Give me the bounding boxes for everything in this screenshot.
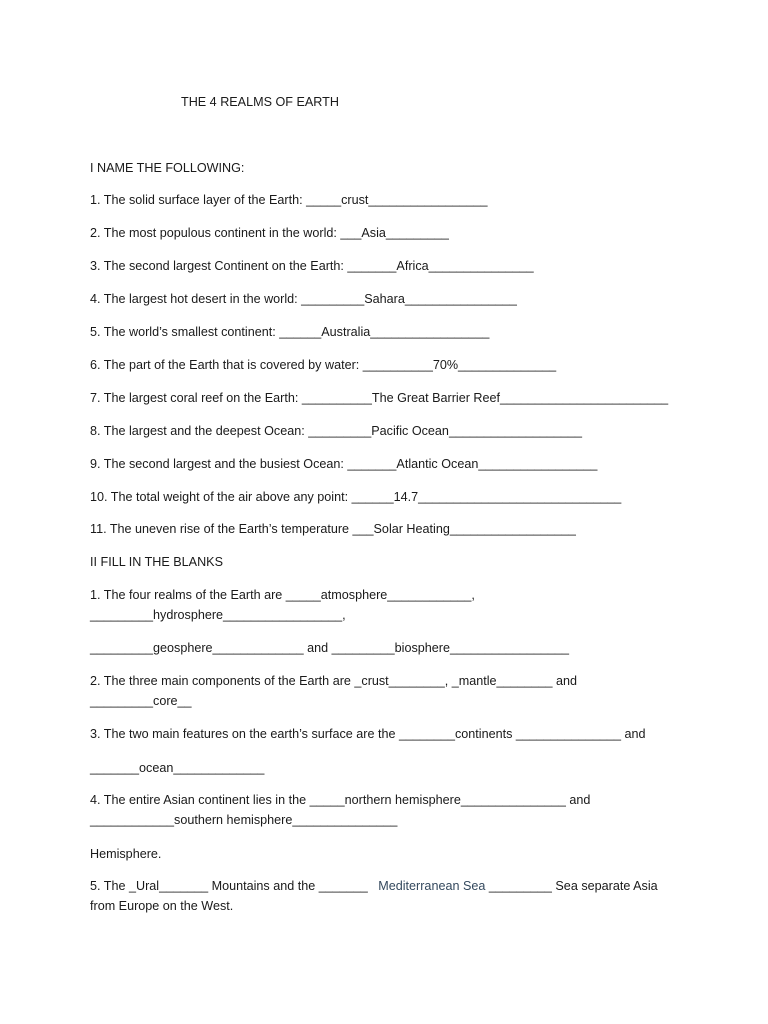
fill-q2-line2: _________core__ xyxy=(90,694,192,708)
question-6: 6. The part of the Earth that is covered by water: __________70%______________ xyxy=(90,358,557,372)
fill-q4-line3: Hemisphere. xyxy=(90,847,162,861)
page-title: THE 4 REALMS OF EARTH xyxy=(181,95,339,109)
fill-q1-line3: _________geosphere_____________ and _________biosphere_________________ xyxy=(90,641,570,655)
question-2: 2. The most populous continent in the world: ___Asia_________ xyxy=(90,226,449,240)
fill-q1-line1: 1. The four realms of the Earth are _____atmosphere____________, xyxy=(90,588,475,602)
question-5: 5. The world’s smallest continent: ______Australia_________________ xyxy=(90,325,490,339)
question-10: 10. The total weight of the air above any point: ______14.7_____________________________ xyxy=(90,490,622,504)
question-8: 8. The largest and the deepest Ocean: _________Pacific Ocean___________________ xyxy=(90,424,583,438)
fill-q5-line1 xyxy=(90,879,658,895)
fill-q3-line1: 3. The two main features on the earth’s surface are the ________continents _______________ and xyxy=(90,727,646,741)
question-4: 4. The largest hot desert in the world: _________Sahara________________ xyxy=(90,292,517,306)
fill-q5-part3: _________ Sea separate Asia xyxy=(488,879,658,893)
question-9: 9. The second largest and the busiest Ocean: _______Atlantic Ocean_________________ xyxy=(90,457,598,471)
question-7: 7. The largest coral reef on the Earth: __________The Great Barrier Reef________________________ xyxy=(90,391,669,405)
section-heading-fill-blanks: II FILL IN THE BLANKS xyxy=(90,555,223,569)
fill-q4-line2: ____________southern hemisphere_______________ xyxy=(90,813,398,827)
fill-q2-line1: 2. The three main components of the Earth are _crust________, _mantle________ and xyxy=(90,674,578,688)
fill-q5-answer: Mediterranean Sea xyxy=(378,879,486,893)
question-3: 3. The second largest Continent on the Earth: _______Africa_______________ xyxy=(90,259,534,273)
section-heading-name-following: I NAME THE FOLLOWING: xyxy=(90,161,245,175)
fill-q1-line2: _________hydrosphere_________________, xyxy=(90,608,346,622)
question-1: 1. The solid surface layer of the Earth: _____crust_________________ xyxy=(90,193,488,207)
fill-q5-part1: 5. The _Ural_______ Mountains and the _______ xyxy=(90,879,368,893)
fill-q5-line2: from Europe on the West. xyxy=(90,899,234,913)
fill-q4-line1: 4. The entire Asian continent lies in the _____northern hemisphere_______________ and xyxy=(90,793,591,807)
fill-q3-line2: _______ocean_____________ xyxy=(90,761,265,775)
question-11: 11. The uneven rise of the Earth’s temperature ___Solar Heating__________________ xyxy=(90,522,576,536)
